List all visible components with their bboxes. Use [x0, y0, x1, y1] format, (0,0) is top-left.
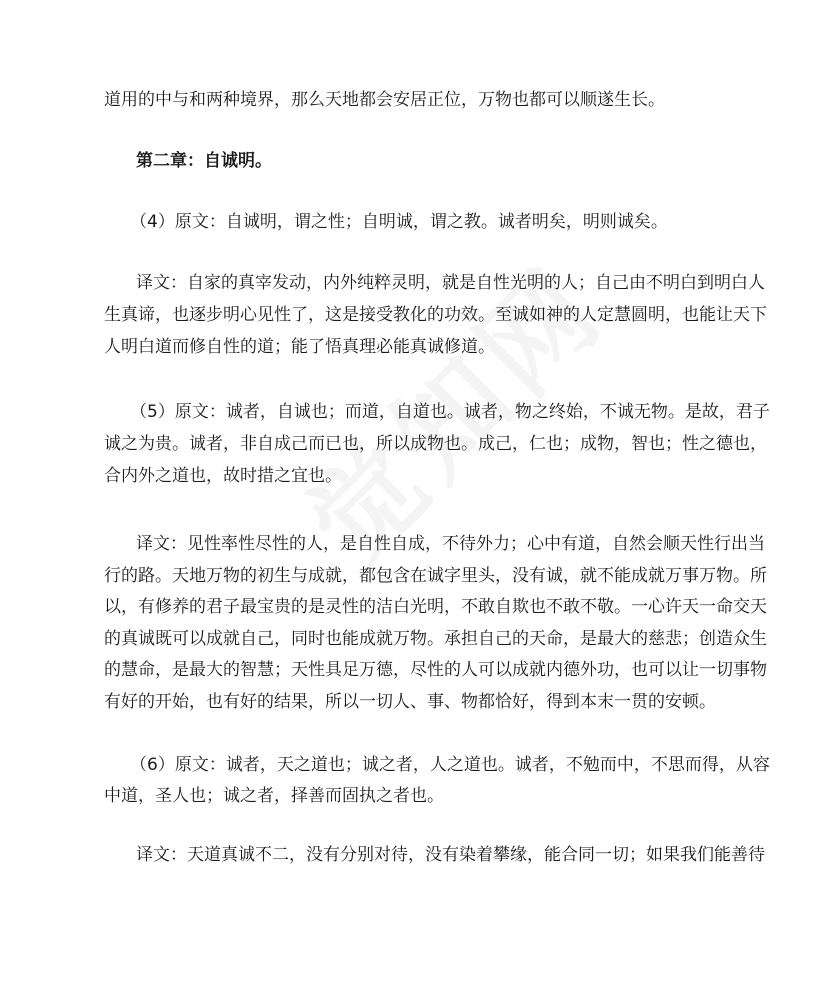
translation-4-line: 人明白道而修自性的道；能了悟真理必能真诚修道。: [104, 337, 495, 357]
translation-4-line: 译文：自家的真宰发动，内外纯粹灵明，就是自性光明的人；自己由不明白到明白人: [136, 273, 765, 293]
original-text-5-line: （5）原文：诚者，自诚也；而道，自道也。诚者，物之终始，不诚无物。是故，君子: [130, 402, 770, 422]
translation-6-line: 译文：天道真诚不二，没有分别对待，没有染着攀缘，能合同一切；如果我们能善待: [136, 845, 765, 865]
original-text-6-line: 中道，圣人也；诚之者，择善而固执之者也。: [104, 786, 444, 806]
original-text-5-line: 合内外之道也，故时措之宜也。: [104, 466, 342, 486]
original-text-6-line: （6）原文：诚者，天之道也；诚之者，人之道也。诚者，不勉而中，不思而得，从容: [130, 755, 770, 775]
translation-5-line: 的真诚既可以成就自己，同时也能成就万物。承担自己的天命，是最大的慈悲；创造众生: [104, 629, 767, 649]
translation-5-line: 的慧命，是最大的智慧；天性具足万德，尽性的人可以成就内德外功，也可以让一切事物: [104, 660, 767, 680]
original-text-4: （4）原文：自诚明，谓之性；自明诚，谓之教。诚者明矣，明则诚矣。: [130, 212, 668, 232]
translation-4-line: 生真谛，也逐步明心见性了，这是接受教化的功效。至诚如神的人定慧圆明，也能让天下: [104, 305, 767, 325]
chapter-heading: 第二章：自诚明。: [136, 151, 272, 171]
paragraph-line: 道用的中与和两种境界，那么天地都会安居正位，万物也都可以顺遂生长。: [104, 90, 665, 110]
translation-5-line: 译文：见性率性尽性的人，是自性自成，不待外力；心中有道，自然会顺天性行出当: [136, 534, 765, 554]
translation-5-line: 有好的开始，也有好的结果，所以一切人、事、物都恰好，得到本末一贯的安顿。: [104, 692, 716, 712]
original-text-5-line: 诚之为贵。诚者，非自成己而已也，所以成物也。成己，仁也；成物，智也；性之德也，: [104, 434, 767, 454]
translation-5-line: 行的路。天地万物的初生与成就，都包含在诚字里头，没有诚，就不能成就万事万物。所: [104, 566, 767, 586]
translation-5-line: 以，有修养的君子最宝贵的是灵性的洁白光明，不敢自欺也不敢不敬。一心许天一命交天: [104, 597, 767, 617]
